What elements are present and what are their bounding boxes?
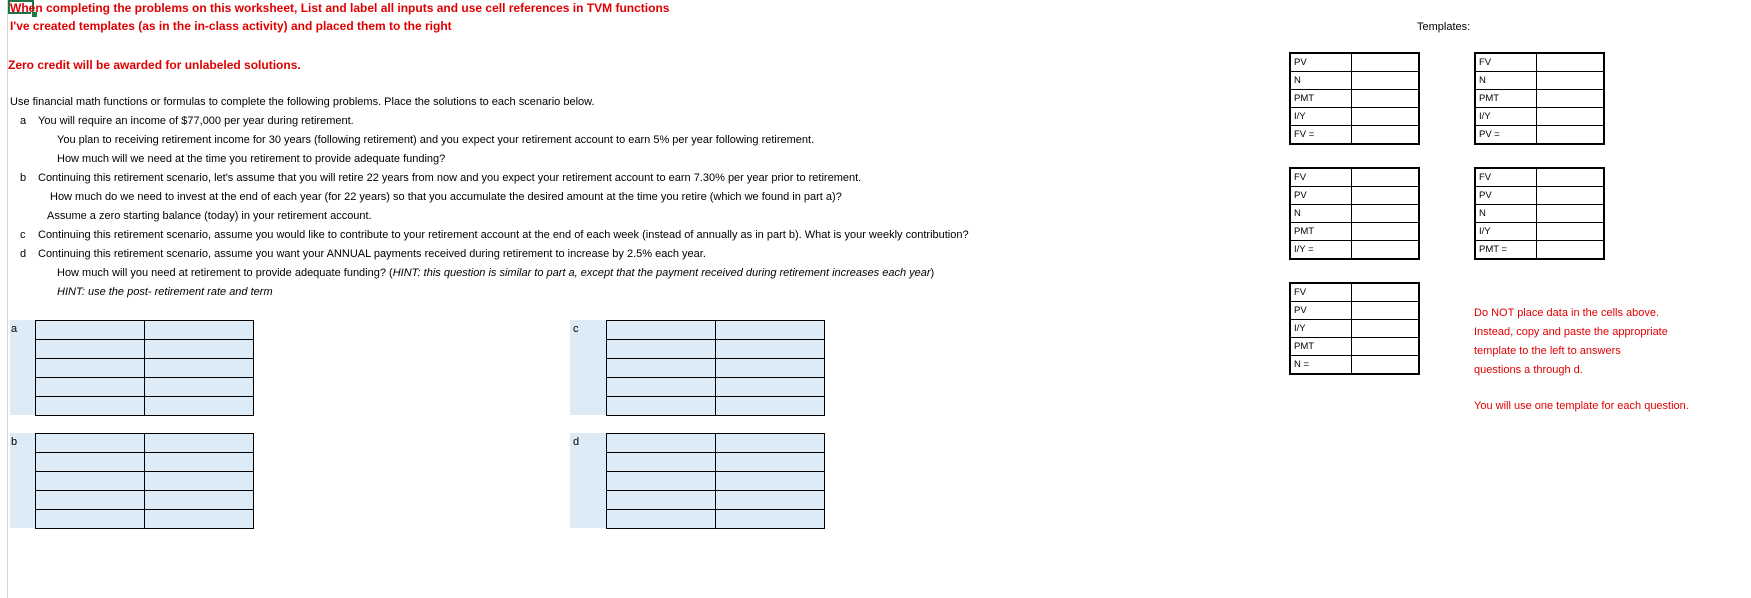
- answer-c-label: c: [573, 323, 579, 335]
- part-a-line-1: You will require an income of $77,000 per year during retirement.: [38, 115, 354, 127]
- template-solve-n: [1289, 282, 1420, 375]
- answer-cell[interactable]: [36, 359, 145, 378]
- template-value-cell[interactable]: [1537, 53, 1605, 72]
- template-label: PMT: [1290, 90, 1352, 108]
- template-value-cell[interactable]: [1537, 90, 1605, 108]
- answer-grid-d: [606, 433, 825, 529]
- answer-cell[interactable]: [716, 510, 825, 529]
- template-value-cell[interactable]: [1537, 241, 1605, 260]
- answer-cell[interactable]: [607, 453, 716, 472]
- answer-cell[interactable]: [145, 359, 254, 378]
- template-value-cell[interactable]: [1537, 108, 1605, 126]
- note-line-4: questions a through d.: [1474, 364, 1583, 376]
- template-solve-pv: [1474, 52, 1605, 145]
- template-value-cell[interactable]: [1352, 320, 1420, 338]
- template-value-cell[interactable]: [1352, 187, 1420, 205]
- template-label: I/Y: [1475, 108, 1537, 126]
- template-value-cell[interactable]: [1537, 126, 1605, 145]
- template-label: PV =: [1475, 126, 1537, 145]
- answer-cell[interactable]: [145, 378, 254, 397]
- part-d-line-1: Continuing this retirement scenario, assume you want your ANNUAL payments received during retirement to increase by 2.5% each year.: [38, 248, 706, 260]
- template-value-cell[interactable]: [1352, 53, 1420, 72]
- template-label: PMT: [1475, 90, 1537, 108]
- answer-cell[interactable]: [145, 510, 254, 529]
- template-label: N: [1475, 205, 1537, 223]
- answer-cell[interactable]: [716, 359, 825, 378]
- answer-b-label: b: [11, 436, 18, 448]
- template-solve-pmt: [1289, 167, 1420, 260]
- answer-cell[interactable]: [716, 321, 825, 340]
- template-label: PV: [1290, 53, 1352, 72]
- answer-cell[interactable]: [36, 453, 145, 472]
- answer-cell[interactable]: [716, 397, 825, 416]
- template-value-cell[interactable]: [1352, 356, 1420, 375]
- template-label: I/Y: [1290, 320, 1352, 338]
- template-label: N =: [1290, 356, 1352, 375]
- answer-cell[interactable]: [36, 340, 145, 359]
- note-line-3: template to the left to answers: [1474, 345, 1621, 357]
- template-value-cell[interactable]: [1352, 283, 1420, 302]
- part-d-question: How much will you need at retirement to provide adequate funding? (: [57, 267, 393, 279]
- answer-cell[interactable]: [145, 453, 254, 472]
- answer-cell[interactable]: [716, 378, 825, 397]
- answer-cell[interactable]: [36, 491, 145, 510]
- template-label: FV: [1290, 283, 1352, 302]
- part-a-letter: a: [20, 115, 27, 127]
- answer-cell[interactable]: [145, 434, 254, 453]
- part-a-line-2: You plan to receiving retirement income for 30 years (following retirement) and you expect your retirement account to earn 5% per year following retirement.: [57, 134, 815, 146]
- template-label: PV: [1290, 302, 1352, 320]
- template-value-cell[interactable]: [1537, 168, 1605, 187]
- instruction-line-1: When completing the problems on this worksheet, List and label all inputs and use cell references in TVM functions: [10, 1, 670, 15]
- answer-cell[interactable]: [36, 378, 145, 397]
- answer-cell[interactable]: [145, 340, 254, 359]
- template-value-cell[interactable]: [1537, 205, 1605, 223]
- part-c-line-1: Continuing this retirement scenario, assume you would like to contribute to your retirement account at the end of each week (instead of annually as in part b). What is your weekly contribution?: [38, 229, 969, 241]
- answer-cell[interactable]: [607, 321, 716, 340]
- template-value-cell[interactable]: [1537, 72, 1605, 90]
- problem-intro: Use financial math functions or formulas to complete the following problems. Place the solutions to each scenario below.: [10, 96, 595, 108]
- answer-cell[interactable]: [36, 397, 145, 416]
- answer-cell[interactable]: [716, 434, 825, 453]
- answer-cell[interactable]: [145, 491, 254, 510]
- answer-cell[interactable]: [36, 434, 145, 453]
- template-label: PMT: [1290, 223, 1352, 241]
- part-d-letter: d: [20, 248, 27, 260]
- template-label: FV =: [1290, 126, 1352, 145]
- answer-cell[interactable]: [607, 359, 716, 378]
- template-value-cell[interactable]: [1537, 187, 1605, 205]
- template-value-cell[interactable]: [1352, 108, 1420, 126]
- answer-a-label: a: [11, 323, 18, 335]
- template-solve-pmt-alt: [1474, 167, 1605, 260]
- answer-cell[interactable]: [716, 491, 825, 510]
- answer-cell[interactable]: [607, 472, 716, 491]
- zero-credit-warning: Zero credit will be awarded for unlabeled solutions.: [8, 58, 301, 72]
- template-label: PV: [1475, 187, 1537, 205]
- part-b-line-1: Continuing this retirement scenario, let's assume that you will retire 22 years from now and you expect your retirement account to earn 7.30% per year prior to retirement.: [38, 172, 862, 184]
- template-value-cell[interactable]: [1352, 168, 1420, 187]
- template-value-cell[interactable]: [1352, 126, 1420, 145]
- answer-cell[interactable]: [716, 472, 825, 491]
- answer-cell[interactable]: [607, 340, 716, 359]
- template-value-cell[interactable]: [1352, 223, 1420, 241]
- templates-title: Templates:: [1417, 21, 1471, 33]
- template-label: FV: [1475, 53, 1537, 72]
- note-line-5: You will use one template for each question.: [1474, 400, 1689, 412]
- part-a-line-3: How much will we need at the time you retirement to provide adequate funding?: [57, 153, 446, 165]
- part-d-close: ): [930, 267, 935, 279]
- part-c-letter: c: [20, 229, 26, 241]
- answer-cell[interactable]: [607, 397, 716, 416]
- answer-cell[interactable]: [145, 397, 254, 416]
- part-d-hint: HINT: this question is similar to part a, except that the payment received during retirement increases each year: [392, 267, 931, 279]
- answer-cell[interactable]: [607, 378, 716, 397]
- template-label: I/Y: [1290, 108, 1352, 126]
- part-b-letter: b: [20, 172, 27, 184]
- answer-cell[interactable]: [716, 340, 825, 359]
- answer-d-label: d: [573, 436, 580, 448]
- answer-cell[interactable]: [607, 491, 716, 510]
- answer-cell[interactable]: [607, 434, 716, 453]
- template-label: I/Y: [1475, 223, 1537, 241]
- template-label: PV: [1290, 187, 1352, 205]
- answer-cell[interactable]: [145, 321, 254, 340]
- template-value-cell[interactable]: [1352, 90, 1420, 108]
- template-label: N: [1290, 72, 1352, 90]
- template-solve-fv: [1289, 52, 1420, 145]
- row-header-strip: [0, 0, 8, 598]
- template-value-cell[interactable]: [1352, 72, 1420, 90]
- template-label: N: [1475, 72, 1537, 90]
- answer-cell[interactable]: [36, 510, 145, 529]
- answer-cell[interactable]: [36, 321, 145, 340]
- template-label: PMT: [1290, 338, 1352, 356]
- answer-grid-b: [35, 433, 254, 529]
- part-b-line-2: How much do we need to invest at the end of each year (for 22 years) so that you accumulate the desired amount at the time you retire (which we found in part a)?: [50, 191, 842, 203]
- part-b-line-3: Assume a zero starting balance (today) in your retirement account.: [47, 210, 372, 222]
- note-line-1: Do NOT place data in the cells above.: [1474, 307, 1660, 319]
- template-label: PMT =: [1475, 241, 1537, 260]
- template-label: N: [1290, 205, 1352, 223]
- note-line-2: Instead, copy and paste the appropriate: [1474, 326, 1668, 338]
- answer-cell[interactable]: [145, 472, 254, 491]
- template-label: FV: [1290, 168, 1352, 187]
- template-value-cell[interactable]: [1537, 223, 1605, 241]
- answer-cell[interactable]: [36, 472, 145, 491]
- template-value-cell[interactable]: [1352, 338, 1420, 356]
- template-label: FV: [1475, 168, 1537, 187]
- part-d-line-2: [57, 267, 934, 279]
- part-d-line-3: HINT: use the post- retirement rate and term: [57, 286, 273, 298]
- answer-cell[interactable]: [716, 453, 825, 472]
- template-value-cell[interactable]: [1352, 302, 1420, 320]
- instruction-line-2: I've created templates (as in the in-class activity) and placed them to the right: [10, 19, 452, 33]
- template-value-cell[interactable]: [1352, 241, 1420, 260]
- answer-grid-c: [606, 320, 825, 416]
- answer-grid-a: [35, 320, 254, 416]
- answer-cell[interactable]: [607, 510, 716, 529]
- template-value-cell[interactable]: [1352, 205, 1420, 223]
- template-label: I/Y =: [1290, 241, 1352, 260]
